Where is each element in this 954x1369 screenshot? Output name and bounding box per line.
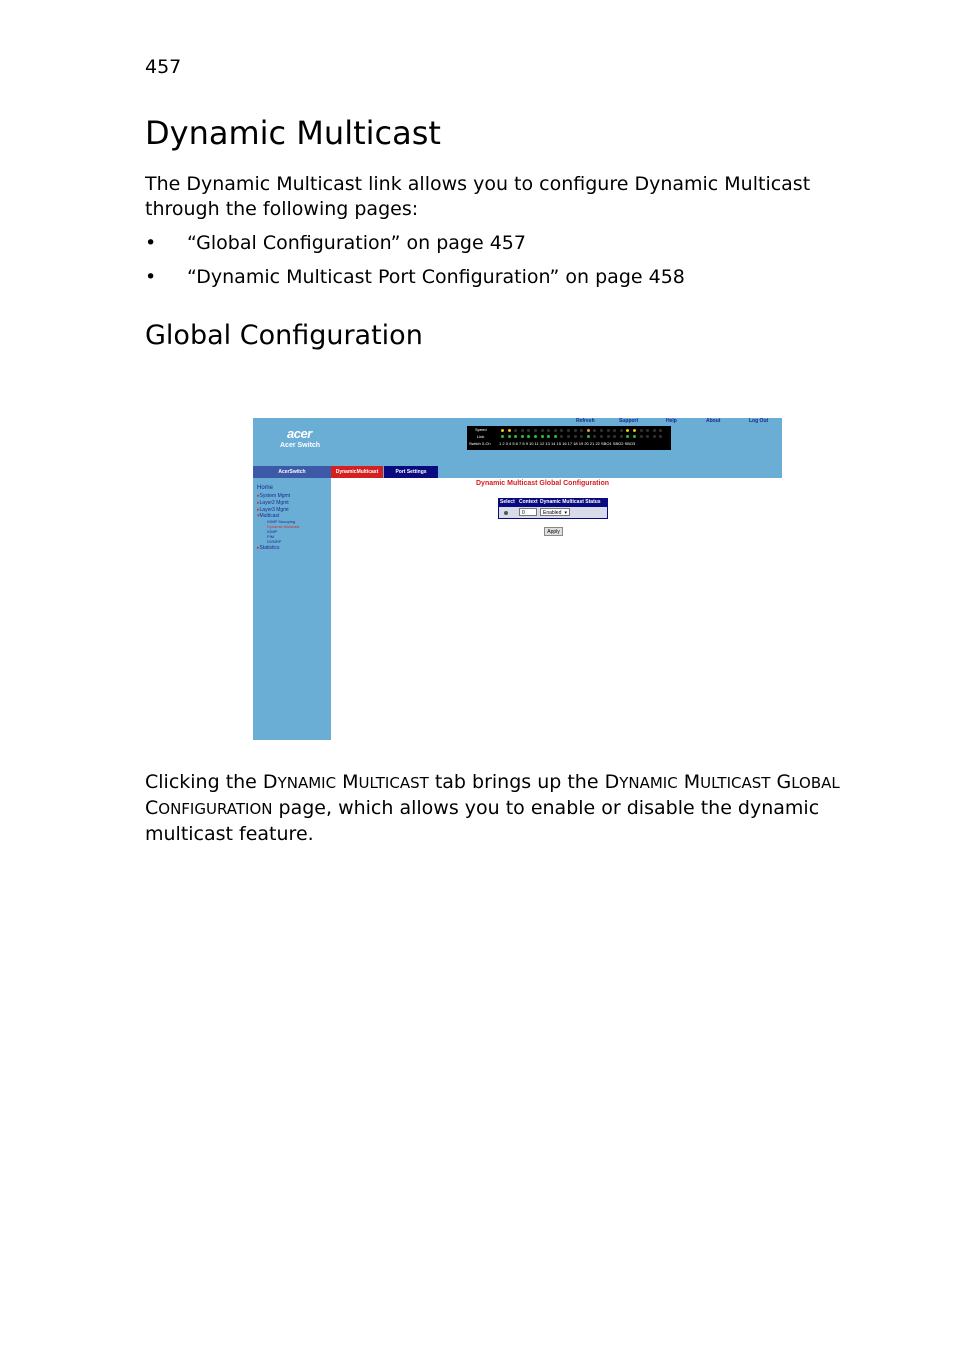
page-number: 457 bbox=[145, 56, 182, 78]
led-icon bbox=[567, 429, 570, 432]
led-icon bbox=[521, 435, 524, 438]
bullet-link-port-configuration[interactable]: “Dynamic Multicast Port Configuration” on page 458 bbox=[187, 266, 685, 288]
led-icon bbox=[534, 429, 537, 432]
led-icon bbox=[607, 435, 610, 438]
nav-dynamic-multicast[interactable]: Dynamic Multicast bbox=[267, 524, 300, 529]
led-icon bbox=[567, 435, 570, 438]
expand-triangle-icon: ▸ bbox=[257, 493, 260, 499]
led-icon bbox=[560, 429, 563, 432]
table-row bbox=[499, 507, 607, 518]
led-icon bbox=[514, 435, 517, 438]
led-icon bbox=[574, 435, 577, 438]
led-icon bbox=[574, 429, 577, 432]
led-icon bbox=[560, 435, 563, 438]
bullet-marker: • bbox=[145, 232, 157, 254]
led-icon bbox=[640, 435, 643, 438]
led-icon bbox=[600, 429, 603, 432]
page-title: Dynamic Multicast bbox=[145, 114, 441, 152]
status-select[interactable]: Enabled ▾ bbox=[540, 508, 570, 516]
column-header-context: Context bbox=[519, 499, 538, 505]
led-icon bbox=[620, 429, 623, 432]
help-link[interactable]: Help bbox=[666, 418, 677, 424]
led-icon bbox=[633, 435, 636, 438]
nav-system-mgmt[interactable]: ▸System Mgmt bbox=[257, 493, 291, 499]
led-icon bbox=[659, 435, 662, 438]
led-icon bbox=[547, 435, 550, 438]
led-icon bbox=[501, 435, 504, 438]
led-icon bbox=[640, 429, 643, 432]
top-links bbox=[253, 418, 782, 426]
switch-label: Switch 0-Ch bbox=[469, 441, 491, 446]
led-icon bbox=[653, 429, 656, 432]
nav-layer3-mgmt[interactable]: ▸Layer3 Mgmt bbox=[257, 507, 289, 513]
led-icon bbox=[607, 429, 610, 432]
led-icon bbox=[580, 429, 583, 432]
section-heading: Global Configuration bbox=[145, 320, 423, 351]
led-icon bbox=[626, 429, 629, 432]
context-input[interactable]: 0 bbox=[519, 508, 537, 516]
sidebar-header: AcerSwitch bbox=[253, 466, 331, 478]
led-icon bbox=[508, 429, 511, 432]
acer-logo: acer bbox=[287, 426, 312, 441]
led-icon bbox=[620, 435, 623, 438]
led-icon bbox=[541, 435, 544, 438]
led-icon bbox=[626, 435, 629, 438]
led-icon bbox=[613, 429, 616, 432]
nav-home[interactable]: Home bbox=[257, 485, 274, 491]
select-radio[interactable] bbox=[504, 511, 508, 515]
nav-pim[interactable]: PIM bbox=[267, 534, 275, 539]
led-icon bbox=[501, 429, 504, 432]
led-icon bbox=[633, 429, 636, 432]
speed-label: Speed bbox=[475, 427, 487, 432]
chevron-down-icon: ▾ bbox=[564, 510, 567, 516]
bullet-link-global-configuration[interactable]: “Global Configuration” on page 457 bbox=[187, 232, 526, 254]
about-link[interactable]: About bbox=[706, 418, 721, 424]
closing-paragraph: Clicking the DYNAMIC MULTICAST tab brings up the DYNAMIC MULTICAST GLOBAL CONFIGURATION page, which allows you to enable or disable the dynamic multicast feature. bbox=[145, 771, 840, 845]
led-icon bbox=[547, 429, 550, 432]
led-icon bbox=[593, 435, 596, 438]
led-icon bbox=[613, 435, 616, 438]
expand-triangle-icon: ▸ bbox=[257, 500, 260, 506]
support-link[interactable]: Support bbox=[619, 418, 639, 424]
led-icon bbox=[646, 435, 649, 438]
led-icon bbox=[554, 435, 557, 438]
column-header-status: Dynamic Multicast Status bbox=[540, 499, 601, 505]
led-icon bbox=[508, 435, 511, 438]
nav-multicast[interactable]: ▾Multicast bbox=[257, 513, 280, 519]
port-led-panel bbox=[467, 426, 671, 450]
apply-button[interactable]: Apply bbox=[544, 527, 563, 536]
tab-port-settings[interactable]: Port Settings bbox=[384, 466, 438, 478]
tab-dynamic-multicast[interactable]: DynamicMulticast bbox=[331, 466, 383, 478]
column-header-select: Select bbox=[500, 499, 515, 505]
nav-igmp-snooping[interactable]: IGMP Snooping bbox=[267, 519, 296, 524]
nav-statistics[interactable]: ▸Statistics bbox=[257, 545, 280, 551]
led-icon bbox=[646, 429, 649, 432]
nav-layer2-mgmt[interactable]: ▸Layer2 Mgmt bbox=[257, 500, 289, 506]
config-table bbox=[498, 498, 608, 519]
nav-igmp[interactable]: IGMP bbox=[267, 529, 278, 534]
led-icon bbox=[554, 429, 557, 432]
led-icon bbox=[587, 429, 590, 432]
panel-title: Dynamic Multicast Global Configuration bbox=[476, 480, 610, 487]
led-icon bbox=[580, 435, 583, 438]
led-icon bbox=[514, 429, 517, 432]
led-icon bbox=[534, 435, 537, 438]
refresh-link[interactable]: Refresh bbox=[576, 418, 595, 424]
bullet-marker: • bbox=[145, 266, 157, 288]
led-icon bbox=[587, 435, 590, 438]
collapse-triangle-icon: ▾ bbox=[257, 513, 260, 519]
led-icon bbox=[600, 435, 603, 438]
switch-ui-screenshot bbox=[253, 418, 782, 740]
link-label: Link bbox=[477, 434, 485, 439]
nav-dvmrp[interactable]: DVMRP bbox=[267, 539, 282, 544]
led-icon bbox=[653, 435, 656, 438]
list-item bbox=[145, 232, 526, 254]
expand-triangle-icon: ▸ bbox=[257, 507, 260, 513]
logo-subtitle: Acer Switch bbox=[280, 442, 321, 449]
intro-paragraph: The Dynamic Multicast link allows you to configure Dynamic Multicast through the following pages: bbox=[145, 173, 811, 220]
led-icon bbox=[659, 429, 662, 432]
led-icon bbox=[527, 429, 530, 432]
list-item bbox=[145, 266, 685, 288]
logout-link[interactable]: Log Out bbox=[749, 418, 769, 424]
port-numbers: 1 2 3 4 5 6 7 8 9 10 11 12 13 14 15 16 17 18 19 20 21 22 SBO1 SBO2 SBO3 bbox=[499, 441, 636, 446]
led-icon bbox=[521, 429, 524, 432]
led-icon bbox=[541, 429, 544, 432]
led-icon bbox=[593, 429, 596, 432]
expand-triangle-icon: ▸ bbox=[257, 545, 260, 551]
led-icon bbox=[527, 435, 530, 438]
